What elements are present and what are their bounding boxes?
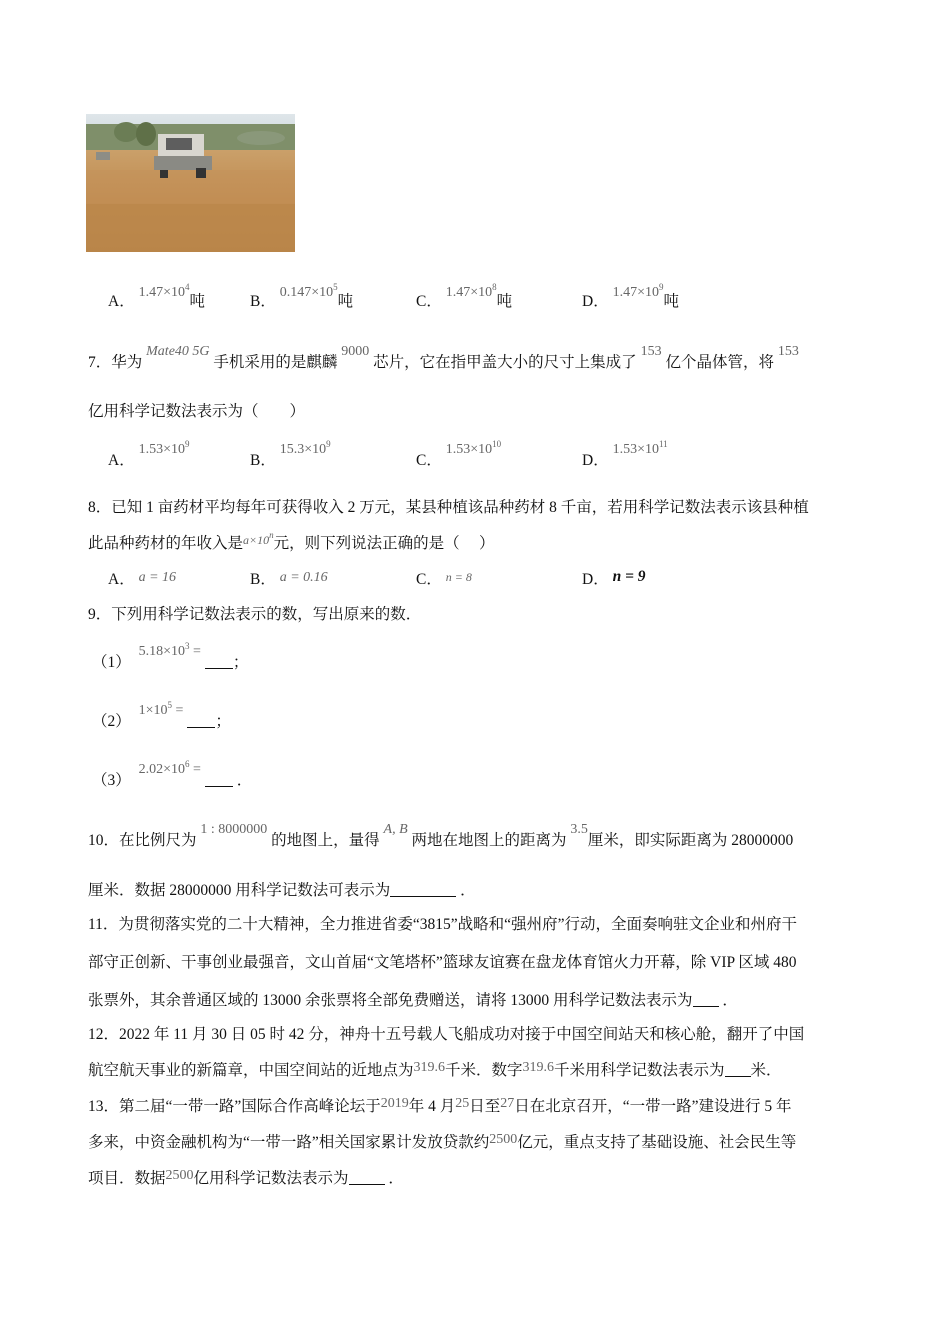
q12-question-line2: [88, 1058, 782, 1080]
option-exponent: 8: [492, 282, 497, 292]
item-label: （3）: [92, 772, 131, 789]
q7-text: 芯片，它在指甲盖大小的尺寸上集成了: [373, 354, 637, 371]
option-math: n = 9: [612, 568, 646, 585]
q13-question-line3: [88, 1166, 404, 1188]
option-letter: A．: [108, 571, 135, 588]
q7-option-b[interactable]: [250, 439, 331, 470]
q13-day: 25: [455, 1096, 470, 1111]
q13-year: 2019: [380, 1096, 409, 1111]
option-exponent: 4: [184, 282, 190, 292]
option-math: 15.3×10: [279, 442, 327, 457]
q6-option-d[interactable]: [582, 282, 679, 311]
q10-text: 两地在地图上的距离为: [411, 832, 567, 849]
answer-blank[interactable]: [205, 772, 233, 787]
q11-end: ．: [722, 992, 738, 1009]
option-math: 1.53×10: [612, 442, 659, 457]
q8-question-line2: [88, 531, 495, 553]
q13-day: 27: [500, 1096, 515, 1111]
q10-points: A, B: [383, 822, 408, 837]
q10-scale: 1 : 8000000: [200, 822, 268, 837]
q7-text: 7．华为: [88, 354, 143, 371]
item-exponent: 6: [185, 759, 190, 769]
q8-exponent: n: [269, 530, 274, 540]
option-letter: D．: [582, 452, 609, 469]
item-math: 2.02×10: [138, 762, 186, 777]
option-math: 1.47×10: [445, 285, 493, 300]
option-exponent: 9: [658, 282, 664, 292]
option-math: a = 16: [138, 570, 177, 585]
q9-item-1: [92, 641, 249, 672]
q13-text: 13．第二届“一带一路”国际合作高峰论坛于: [88, 1098, 381, 1115]
q11-text: 张票外，其余普通区域的 13000 余张票将全部免费赠送，请将 13000 用科学记数法表示为: [88, 992, 693, 1009]
q13-text: 多来，中资金融机构为“一带一路”相关国家累计发放贷款约: [88, 1134, 490, 1151]
item-end: ；: [215, 713, 231, 730]
option-letter: C．: [416, 571, 442, 588]
q7-chip-number: 9000: [341, 344, 370, 359]
q9-title: 9．下列用科学记数法表示的数，写出原来的数．: [88, 606, 422, 623]
q8-text: 此品种药材的年收入是: [88, 535, 244, 552]
option-letter: D．: [582, 571, 609, 588]
q10-end: ．: [460, 882, 476, 899]
q6-option-a[interactable]: [108, 282, 205, 311]
q7-number: 153: [640, 344, 662, 359]
q13-question-line2: [88, 1130, 796, 1152]
option-letter: B．: [250, 571, 276, 588]
item-exponent: 3: [185, 641, 190, 651]
option-math: a = 0.16: [279, 570, 328, 585]
option-unit: 吨: [337, 293, 354, 310]
q8-option-d[interactable]: [582, 567, 646, 589]
q10-text: 10．在比例尺为: [88, 832, 197, 849]
q10-distance: 3.5: [570, 822, 588, 837]
q12-question-line1: 12．2022 年 11 月 30 日 05 时 42 分，神舟十五号载人飞船成功对接于中国空间站天和核心舱，翻开了中国: [88, 1026, 805, 1043]
q10-text: 厘米，即实际距离为 28000000: [587, 832, 794, 849]
q11-question-line1: 11．为贯彻落实党的二十大精神，全力推进省委“3815”战略和“强州府”行动，全面奏响驻文企业和州府干: [88, 916, 797, 933]
q12-text: 米．: [750, 1062, 782, 1079]
q7-text: 亿个晶体管，将: [665, 354, 774, 371]
answer-blank[interactable]: [693, 992, 719, 1007]
q7-number: 153: [777, 344, 799, 359]
q7-text: 手机采用的是麒麟: [213, 354, 338, 371]
item-end: ．: [236, 772, 253, 789]
q7-option-a[interactable]: [108, 439, 190, 470]
option-math: n = 8: [445, 570, 472, 584]
q8-option-c[interactable]: [416, 567, 472, 589]
harvester-field-photo: [86, 114, 295, 252]
q8-question-line1: 8．已知 1 亩药材平均每年可获得收入 2 万元，某县种植该品种药材 8 千亩，若用科学记数法表示该县种植: [88, 499, 809, 516]
answer-blank[interactable]: [390, 882, 456, 897]
q7-option-c[interactable]: [416, 439, 502, 470]
q13-text: 日在北京召开，“一带一路”建设进行 5 年: [514, 1098, 792, 1115]
q7-question-line1: [88, 344, 799, 372]
item-math: 1×10: [138, 703, 168, 718]
option-math: 1.53×10: [445, 442, 493, 457]
q8-option-a[interactable]: [108, 567, 176, 589]
q8-option-b[interactable]: [250, 567, 328, 589]
option-unit: 吨: [189, 293, 205, 310]
option-letter: B．: [250, 452, 276, 469]
q13-text: 日至: [469, 1098, 501, 1115]
q13-question-line1: [88, 1094, 792, 1116]
q12-text: 千米用科学记数法表示为: [554, 1062, 725, 1079]
q7-option-d[interactable]: [582, 439, 668, 470]
q13-text: 项目．数据: [88, 1170, 166, 1187]
answer-blank[interactable]: [725, 1062, 751, 1077]
q12-text: 航空航天事业的新篇章，中国空间站的近地点为: [88, 1062, 414, 1079]
q12-number: 319.6: [413, 1060, 446, 1075]
item-math: 5.18×10: [138, 644, 186, 659]
answer-blank[interactable]: [187, 713, 215, 728]
q10-question-line2: [88, 878, 476, 900]
q13-amount: 2500: [489, 1132, 518, 1147]
option-exponent: 10: [492, 439, 502, 449]
item-end: ；: [232, 654, 249, 671]
option-math: 1.47×10: [612, 285, 659, 300]
option-exponent: 5: [333, 282, 338, 292]
option-exponent: 11: [658, 439, 668, 449]
item-equals: =: [193, 644, 201, 659]
option-letter: A．: [108, 293, 135, 310]
option-math: 1.47×10: [138, 285, 185, 300]
item-label: （2）: [92, 713, 131, 730]
q8-text: 元，则下列说法正确的是（ ）: [273, 535, 495, 552]
item-exponent: 5: [167, 700, 173, 710]
item-equals: =: [175, 703, 184, 718]
q11-question-line3: [88, 988, 738, 1010]
item-equals: =: [193, 762, 201, 777]
option-exponent: 9: [184, 439, 190, 449]
q6-option-c[interactable]: [416, 282, 513, 311]
option-unit: 吨: [496, 293, 513, 310]
q13-text: 亿元，重点支持了基础设施、社会民生等: [517, 1134, 797, 1151]
q9-item-2: [92, 700, 231, 731]
option-math: 0.147×10: [279, 285, 334, 300]
q6-option-b[interactable]: [250, 282, 354, 311]
q10-text: 厘米．数据 28000000 用科学记数法可表示为: [88, 882, 391, 899]
q7-phone-model: Mate40 5G: [146, 344, 210, 359]
q7-question-line2: 亿用科学记数法表示为（ ）: [88, 403, 306, 420]
q13-amount: 2500: [165, 1168, 194, 1183]
option-letter: D．: [582, 293, 609, 310]
answer-blank[interactable]: [349, 1170, 385, 1185]
q12-number: 319.6: [522, 1060, 555, 1075]
q11-question-line2: 部守正创新、干事创业最强音，文山首届“文笔塔杯”篮球友谊赛在盘龙体育馆火力开幕，除 VIP 区域 480: [88, 954, 797, 971]
q9-item-3: [92, 759, 253, 790]
option-letter: C．: [416, 293, 442, 310]
option-math: 1.53×10: [138, 442, 185, 457]
q10-question-line1: [88, 822, 794, 850]
q13-text: 年 4 月: [408, 1098, 456, 1115]
item-label: （1）: [92, 654, 131, 671]
q8-expression: a×10: [243, 533, 270, 547]
q13-text: 亿用科学记数法表示为: [193, 1170, 349, 1187]
option-letter: A．: [108, 452, 135, 469]
option-unit: 吨: [663, 293, 679, 310]
option-letter: B．: [250, 293, 276, 310]
q10-text: 的地图上，量得: [271, 832, 380, 849]
option-exponent: 9: [326, 439, 331, 449]
option-letter: C．: [416, 452, 442, 469]
answer-blank[interactable]: [205, 654, 233, 669]
q13-end: ．: [388, 1170, 404, 1187]
q12-text: 千米．数字: [445, 1062, 523, 1079]
